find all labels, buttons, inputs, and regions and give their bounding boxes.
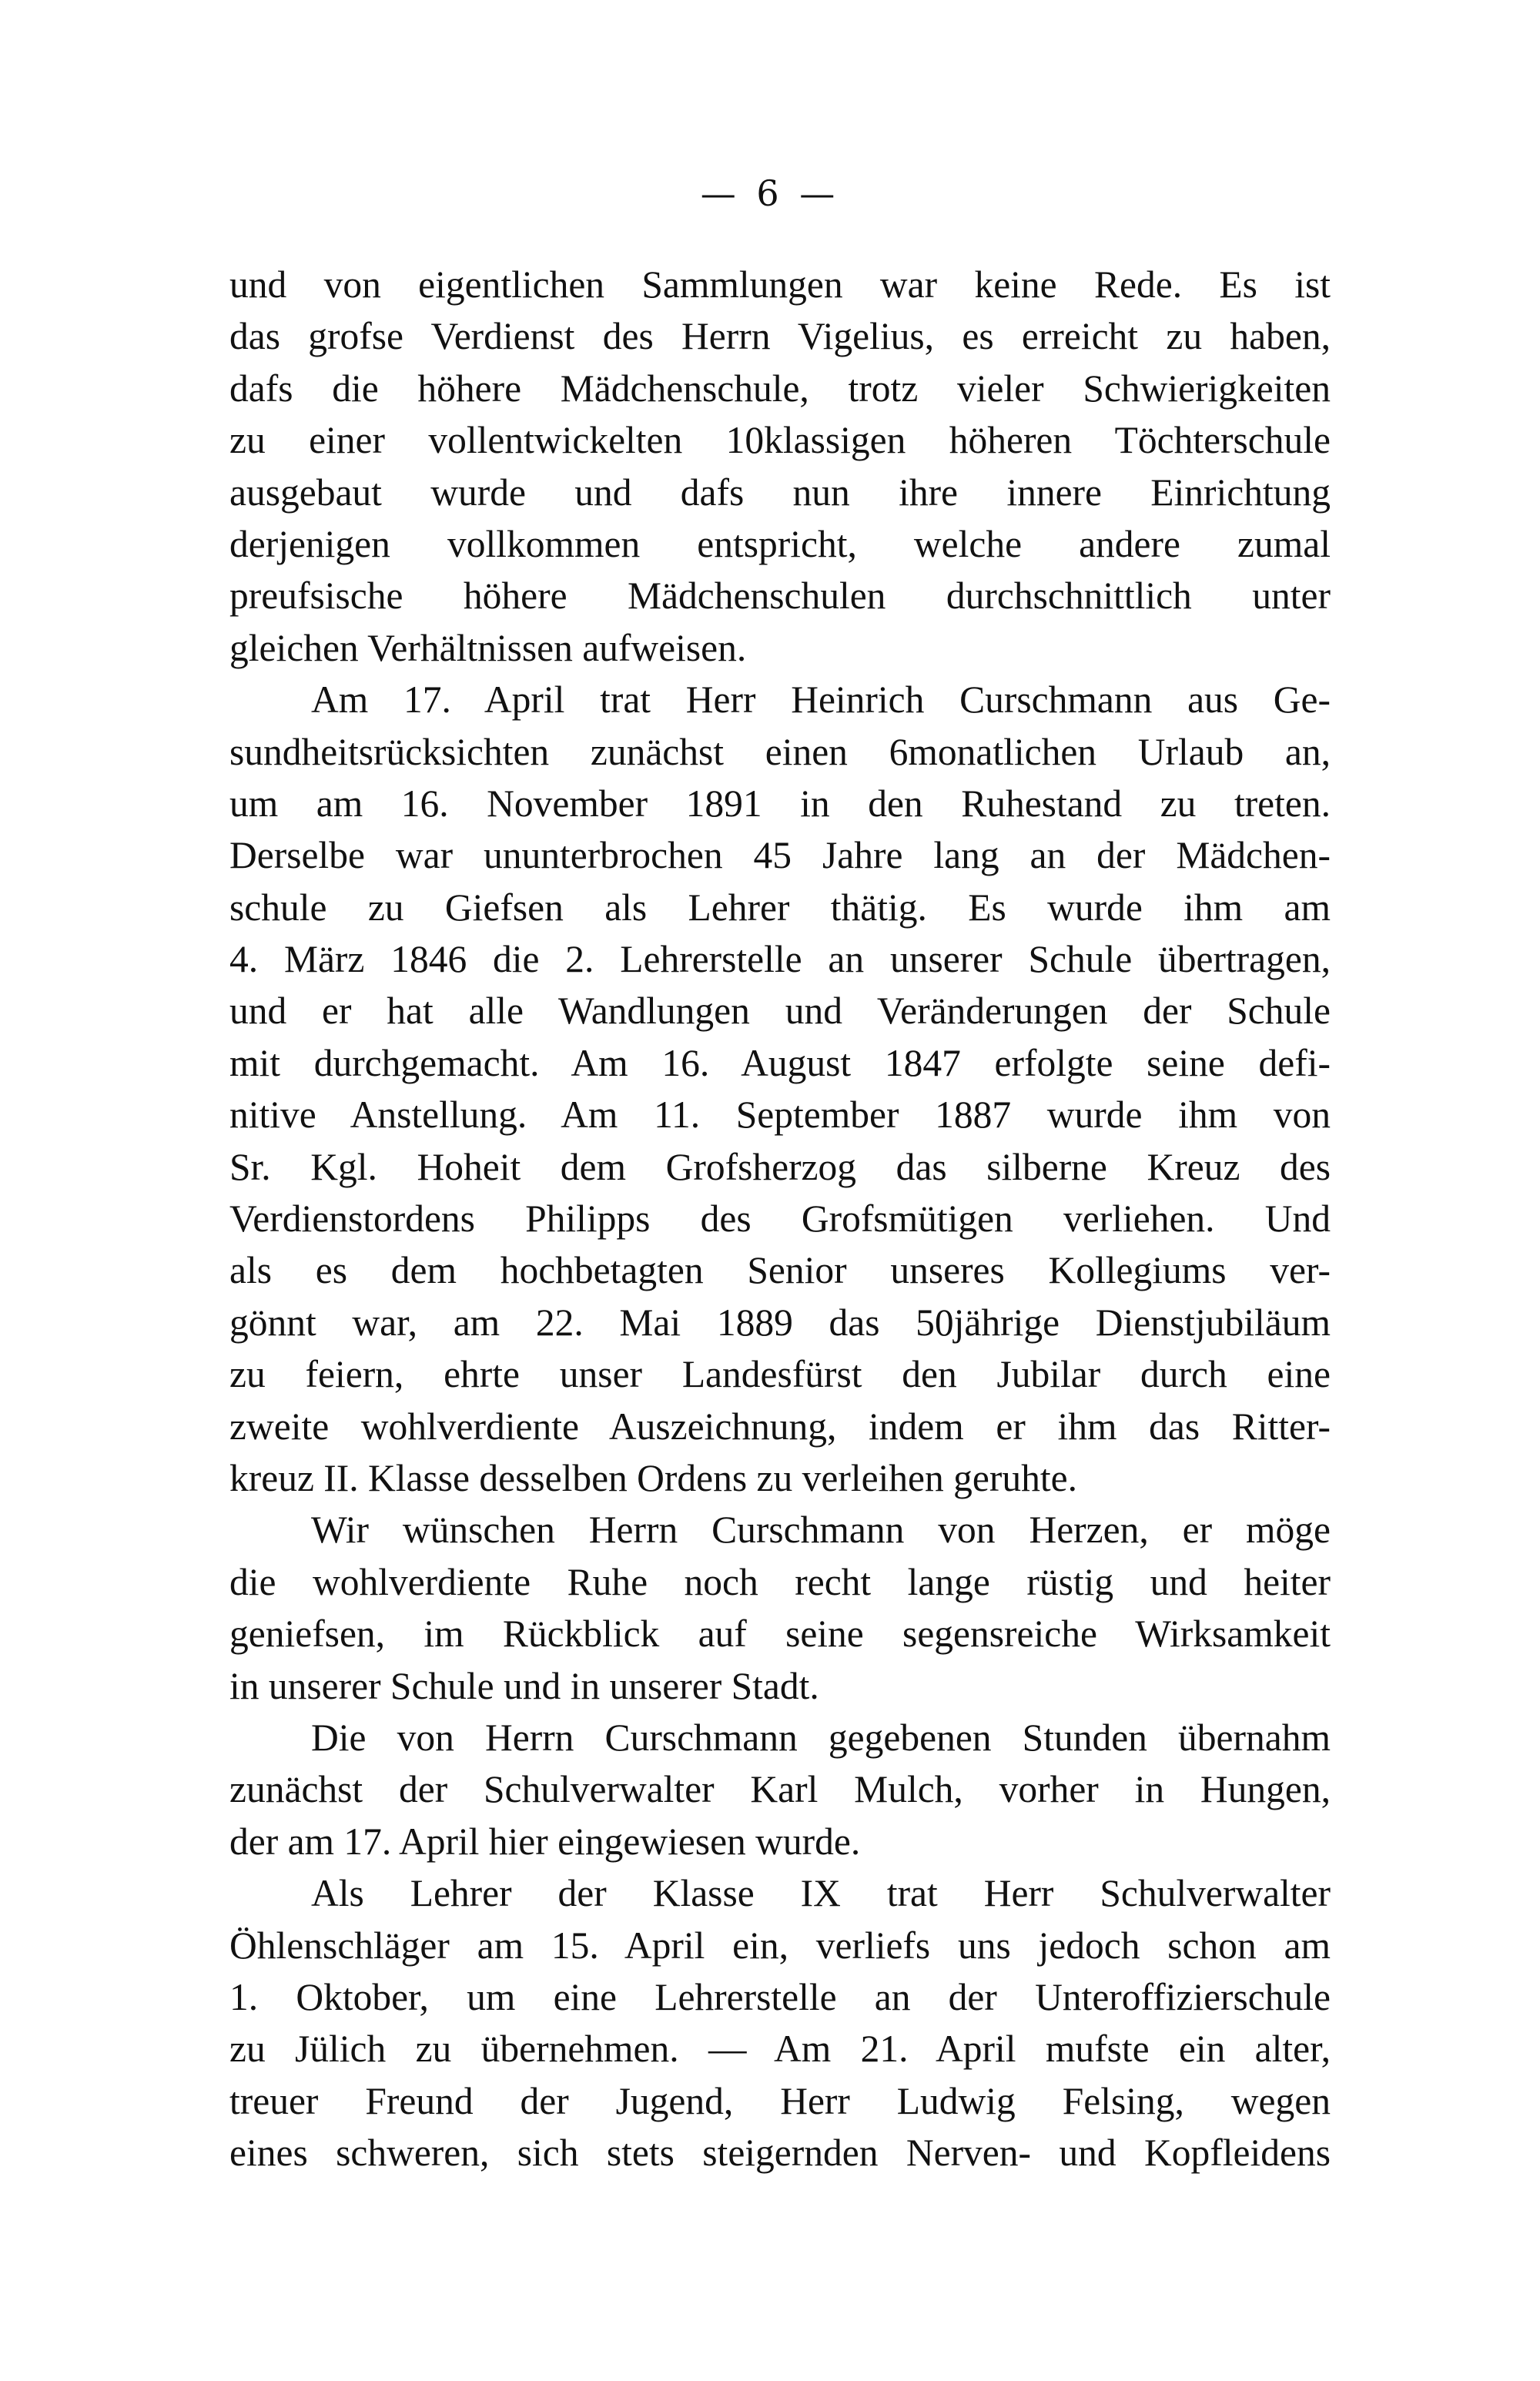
text-line: geniefsen, im Rückblick auf seine segensreiche Wirksamkeit	[229, 1612, 1331, 1656]
text-line: dafs die höhere Mädchenschule, trotz vieler Schwierigkeiten	[229, 367, 1331, 410]
text-line: mit durchgemacht. Am 16. August 1847 erfolgte seine defi-	[229, 1041, 1331, 1084]
text-line: Öhlenschläger am 15. April ein, verliefs uns jedoch schon am	[229, 1924, 1331, 1967]
text-line: das grofse Verdienst des Herrn Vigelius, es erreicht zu haben,	[229, 315, 1331, 358]
text-line: als es dem hochbetagten Senior unseres Kollegiums ver-	[229, 1249, 1331, 1292]
text-line: 1. Oktober, um eine Lehrerstelle an der Unteroffizierschule	[229, 1975, 1331, 2018]
text-line: und von eigentlichen Sammlungen war keine Rede. Es ist	[229, 263, 1331, 306]
text-line: treuer Freund der Jugend, Herr Ludwig Felsing, wegen	[229, 2079, 1331, 2122]
text-line: derjenigen vollkommen entspricht, welche andere zumal	[229, 522, 1331, 565]
text-line: schule zu Giefsen als Lehrer thätig. Es wurde ihm am	[229, 886, 1331, 929]
page-number: — 6 —	[700, 172, 840, 214]
text-line: Die von Herrn Curschmann gegebenen Stunden übernahm	[311, 1716, 1331, 1759]
body-text	[229, 259, 1331, 2178]
text-line: sundheitsrücksichten zunächst einen 6monatlichen Urlaub an,	[229, 730, 1331, 773]
text-line: Verdienstordens Philipps des Grofsmütigen verliehen. Und	[229, 1197, 1331, 1241]
text-line: zweite wohlverdiente Auszeichnung, indem er ihm das Ritter-	[229, 1405, 1331, 1448]
text-line: Derselbe war ununterbrochen 45 Jahre lang an der Mädchen-	[229, 834, 1331, 877]
text-line: Wir wünschen Herrn Curschmann von Herzen, er möge	[311, 1509, 1331, 1552]
text-line: in unserer Schule und in unserer Stadt.	[229, 1664, 819, 1707]
text-line: Am 17. April trat Herr Heinrich Curschmann aus Ge-	[311, 678, 1331, 722]
text-line: zu Jülich zu übernehmen. — Am 21. April mufste ein alter,	[229, 2028, 1331, 2071]
text-line: eines schweren, sich stets steigernden Nerven- und Kopfleidens	[229, 2132, 1331, 2175]
text-line: gleichen Verhältnissen aufweisen.	[229, 626, 747, 669]
text-line: ausgebaut wurde und dafs nun ihre innere Einrichtung	[229, 471, 1331, 514]
text-line: Sr. Kgl. Hoheit dem Grofsherzog das silberne Kreuz des	[229, 1145, 1331, 1188]
text-line: zunächst der Schulverwalter Karl Mulch, vorher in Hungen,	[229, 1768, 1331, 1811]
text-line: kreuz II. Klasse desselben Ordens zu verleihen geruhte.	[229, 1456, 1077, 1499]
text-line: und er hat alle Wandlungen und Veränderungen der Schule	[229, 990, 1331, 1033]
text-line: zu einer vollentwickelten 10klassigen höheren Töchterschule	[229, 419, 1331, 462]
text-line: um am 16. November 1891 in den Ruhestand zu treten.	[229, 782, 1331, 825]
text-line: gönnt war, am 22. Mai 1889 das 50jährige Dienstjubiläum	[229, 1301, 1331, 1344]
text-line: Als Lehrer der Klasse IX trat Herr Schulverwalter	[311, 1872, 1331, 1915]
text-line: der am 17. April hier eingewiesen wurde.	[229, 1820, 861, 1863]
text-line: zu feiern, ehrte unser Landesfürst den Jubilar durch eine	[229, 1353, 1331, 1396]
text-line: nitive Anstellung. Am 11. September 1887 wurde ihm von	[229, 1093, 1331, 1137]
text-line: preufsische höhere Mädchenschulen durchschnittlich unter	[229, 574, 1331, 618]
text-line: die wohlverdiente Ruhe noch recht lange rüstig und heiter	[229, 1560, 1331, 1603]
text-line: 4. März 1846 die 2. Lehrerstelle an unserer Schule übertragen,	[229, 938, 1331, 981]
